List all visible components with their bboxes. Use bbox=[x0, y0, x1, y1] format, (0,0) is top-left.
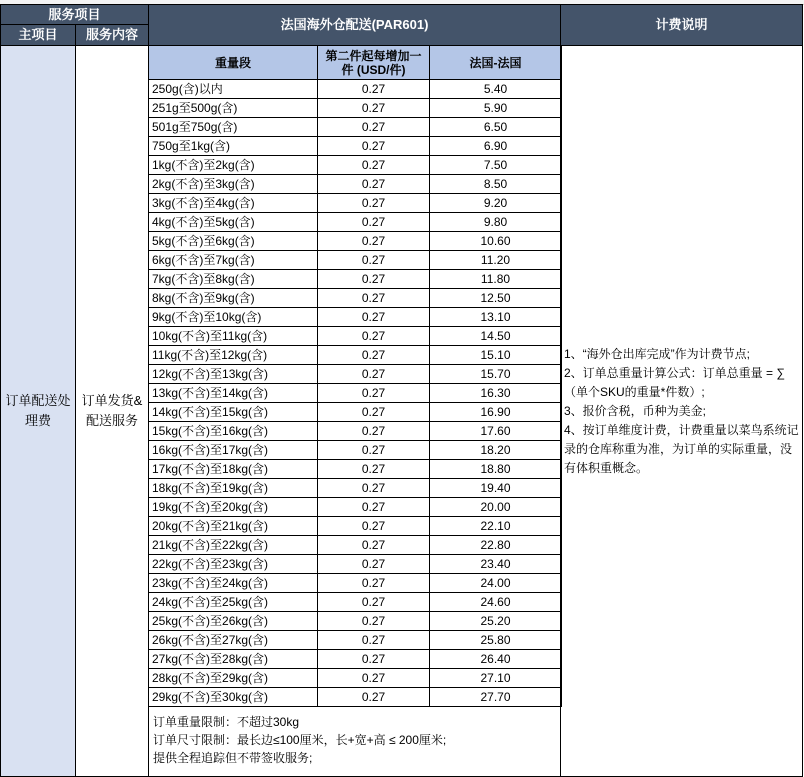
weight-range-cell: 250g(含)以内 bbox=[149, 80, 318, 99]
billing-note-1: 1、“海外仓出库完成”作为计费节点; bbox=[564, 346, 751, 361]
table-row bbox=[149, 213, 562, 232]
weight-range-cell: 750g至1kg(含) bbox=[149, 137, 318, 156]
additional-fee-cell: 0.27 bbox=[318, 270, 430, 289]
additional-fee-cell: 0.27 bbox=[318, 593, 430, 612]
price-cell: 5.90 bbox=[430, 99, 562, 118]
additional-fee-cell: 0.27 bbox=[318, 194, 430, 213]
weight-range-cell: 8kg(不含)至9kg(含) bbox=[149, 289, 318, 308]
additional-fee-cell: 0.27 bbox=[318, 289, 430, 308]
additional-fee-cell: 0.27 bbox=[318, 498, 430, 517]
table-row bbox=[149, 498, 562, 517]
billing-note-2: 2、订单总重量计算公式：订单总重量 = ∑（单个SKU的重量*件数）; bbox=[564, 365, 785, 399]
additional-fee-cell: 0.27 bbox=[318, 536, 430, 555]
price-cell: 18.20 bbox=[430, 441, 562, 460]
col-weight: 重量段 bbox=[149, 46, 318, 80]
additional-fee-cell: 0.27 bbox=[318, 460, 430, 479]
additional-fee-cell: 0.27 bbox=[318, 346, 430, 365]
table-row bbox=[149, 346, 562, 365]
price-cell: 10.60 bbox=[430, 232, 562, 251]
weight-range-cell: 9kg(不含)至10kg(含) bbox=[149, 308, 318, 327]
additional-fee-cell: 0.27 bbox=[318, 631, 430, 650]
weight-range-cell: 25kg(不含)至26kg(含) bbox=[149, 612, 318, 631]
price-cell: 13.10 bbox=[430, 308, 562, 327]
table-row bbox=[149, 80, 562, 99]
table-row bbox=[149, 194, 562, 213]
price-cell: 11.80 bbox=[430, 270, 562, 289]
limit-tracking: 提供全程追踪但不带签收服务; bbox=[153, 751, 313, 765]
limit-size: 订单尺寸限制：最长边≤100厘米，长+宽+高 ≤ 200厘米; bbox=[153, 733, 447, 747]
price-cell: 8.50 bbox=[430, 175, 562, 194]
additional-fee-cell: 0.27 bbox=[318, 403, 430, 422]
weight-range-cell: 17kg(不含)至18kg(含) bbox=[149, 460, 318, 479]
service-content-cell: 订单发货&配送服务 bbox=[75, 45, 149, 777]
additional-fee-cell: 0.27 bbox=[318, 99, 430, 118]
price-cell: 24.00 bbox=[430, 574, 562, 593]
price-cell: 15.10 bbox=[430, 346, 562, 365]
additional-fee-cell: 0.27 bbox=[318, 118, 430, 137]
weight-range-cell: 19kg(不含)至20kg(含) bbox=[149, 498, 318, 517]
additional-fee-cell: 0.27 bbox=[318, 441, 430, 460]
additional-fee-cell: 0.27 bbox=[318, 251, 430, 270]
weight-range-cell: 27kg(不含)至28kg(含) bbox=[149, 650, 318, 669]
table-row bbox=[149, 574, 562, 593]
table-row bbox=[149, 403, 562, 422]
weight-range-cell: 28kg(不含)至29kg(含) bbox=[149, 669, 318, 688]
weight-range-cell: 21kg(不含)至22kg(含) bbox=[149, 536, 318, 555]
additional-fee-cell: 0.27 bbox=[318, 365, 430, 384]
weight-range-cell: 24kg(不含)至25kg(含) bbox=[149, 593, 318, 612]
table-row bbox=[149, 593, 562, 612]
table-row bbox=[149, 688, 562, 707]
weight-range-cell: 3kg(不含)至4kg(含) bbox=[149, 194, 318, 213]
price-table-wrap bbox=[148, 45, 561, 777]
table-row bbox=[149, 441, 562, 460]
price-cell: 7.50 bbox=[430, 156, 562, 175]
additional-fee-cell: 0.27 bbox=[318, 327, 430, 346]
weight-range-cell: 251g至500g(含) bbox=[149, 99, 318, 118]
price-cell: 12.50 bbox=[430, 289, 562, 308]
price-cell: 5.40 bbox=[430, 80, 562, 99]
weight-range-cell: 13kg(不含)至14kg(含) bbox=[149, 384, 318, 403]
table-row bbox=[149, 270, 562, 289]
price-table bbox=[148, 45, 562, 707]
billing-notes bbox=[560, 45, 803, 777]
table-row bbox=[149, 384, 562, 403]
additional-fee-cell: 0.27 bbox=[318, 422, 430, 441]
additional-fee-cell: 0.27 bbox=[318, 574, 430, 593]
weight-range-cell: 22kg(不含)至23kg(含) bbox=[149, 555, 318, 574]
price-cell: 23.40 bbox=[430, 555, 562, 574]
table-row bbox=[149, 555, 562, 574]
table-row bbox=[149, 650, 562, 669]
weight-range-cell: 29kg(不含)至30kg(含) bbox=[149, 688, 318, 707]
price-cell: 16.30 bbox=[430, 384, 562, 403]
header-title: 法国海外仓配送(PAR601) bbox=[148, 4, 561, 46]
price-cell: 27.70 bbox=[430, 688, 562, 707]
weight-range-cell: 26kg(不含)至27kg(含) bbox=[149, 631, 318, 650]
weight-range-cell: 1kg(不含)至2kg(含) bbox=[149, 156, 318, 175]
additional-fee-cell: 0.27 bbox=[318, 137, 430, 156]
table-row bbox=[149, 536, 562, 555]
price-cell: 24.60 bbox=[430, 593, 562, 612]
weight-range-cell: 501g至750g(含) bbox=[149, 118, 318, 137]
table-row bbox=[149, 422, 562, 441]
weight-range-cell: 18kg(不含)至19kg(含) bbox=[149, 479, 318, 498]
price-cell: 6.90 bbox=[430, 137, 562, 156]
price-cell: 14.50 bbox=[430, 327, 562, 346]
price-cell: 22.80 bbox=[430, 536, 562, 555]
weight-range-cell: 23kg(不含)至24kg(含) bbox=[149, 574, 318, 593]
additional-fee-cell: 0.27 bbox=[318, 384, 430, 403]
price-cell: 15.70 bbox=[430, 365, 562, 384]
additional-fee-cell: 0.27 bbox=[318, 156, 430, 175]
table-row bbox=[149, 156, 562, 175]
price-cell: 9.20 bbox=[430, 194, 562, 213]
table-row bbox=[149, 327, 562, 346]
main-item-cell: 订单配送处理费 bbox=[0, 45, 76, 777]
table-row bbox=[149, 137, 562, 156]
weight-range-cell: 2kg(不含)至3kg(含) bbox=[149, 175, 318, 194]
table-row bbox=[149, 308, 562, 327]
additional-fee-cell: 0.27 bbox=[318, 688, 430, 707]
weight-range-cell: 5kg(不含)至6kg(含) bbox=[149, 232, 318, 251]
weight-range-cell: 11kg(不含)至12kg(含) bbox=[149, 346, 318, 365]
header-main-item: 主项目 bbox=[0, 24, 76, 46]
price-cell: 16.90 bbox=[430, 403, 562, 422]
price-cell: 19.40 bbox=[430, 479, 562, 498]
price-cell: 22.10 bbox=[430, 517, 562, 536]
limit-weight: 订单重量限制：不超过30kg bbox=[153, 715, 300, 729]
price-cell: 25.80 bbox=[430, 631, 562, 650]
header-service-item: 服务项目 bbox=[0, 4, 149, 25]
additional-fee-cell: 0.27 bbox=[318, 175, 430, 194]
weight-range-cell: 16kg(不含)至17kg(含) bbox=[149, 441, 318, 460]
table-row bbox=[149, 232, 562, 251]
additional-fee-cell: 0.27 bbox=[318, 232, 430, 251]
order-limits bbox=[148, 707, 561, 777]
additional-fee-cell: 0.27 bbox=[318, 80, 430, 99]
weight-range-cell: 4kg(不含)至5kg(含) bbox=[149, 213, 318, 232]
table-row bbox=[149, 99, 562, 118]
table-row bbox=[149, 669, 562, 688]
additional-fee-cell: 0.27 bbox=[318, 555, 430, 574]
weight-range-cell: 15kg(不含)至16kg(含) bbox=[149, 422, 318, 441]
additional-fee-cell: 0.27 bbox=[318, 669, 430, 688]
table-row bbox=[149, 365, 562, 384]
weight-range-cell: 7kg(不含)至8kg(含) bbox=[149, 270, 318, 289]
table-row bbox=[149, 289, 562, 308]
price-cell: 17.60 bbox=[430, 422, 562, 441]
table-row bbox=[149, 118, 562, 137]
price-cell: 9.80 bbox=[430, 213, 562, 232]
table-row bbox=[149, 175, 562, 194]
table-row bbox=[149, 251, 562, 270]
price-cell: 27.10 bbox=[430, 669, 562, 688]
weight-range-cell: 14kg(不含)至15kg(含) bbox=[149, 403, 318, 422]
additional-fee-cell: 0.27 bbox=[318, 213, 430, 232]
weight-range-cell: 10kg(不含)至11kg(含) bbox=[149, 327, 318, 346]
additional-fee-cell: 0.27 bbox=[318, 650, 430, 669]
weight-range-cell: 12kg(不含)至13kg(含) bbox=[149, 365, 318, 384]
price-cell: 26.40 bbox=[430, 650, 562, 669]
header-service-content: 服务内容 bbox=[75, 24, 149, 46]
price-cell: 25.20 bbox=[430, 612, 562, 631]
weight-range-cell: 20kg(不含)至21kg(含) bbox=[149, 517, 318, 536]
billing-note-4: 4、按订单维度计费，计费重量以菜鸟系统记录的仓库称重为准，为订单的实际重量，没有体积重概念。 bbox=[564, 422, 799, 475]
additional-fee-cell: 0.27 bbox=[318, 308, 430, 327]
billing-note-3: 3、报价含税，币种为美金; bbox=[564, 403, 707, 418]
table-row bbox=[149, 460, 562, 479]
table-row bbox=[149, 612, 562, 631]
header-billing-note: 计费说明 bbox=[560, 4, 803, 46]
additional-fee-cell: 0.27 bbox=[318, 517, 430, 536]
table-row bbox=[149, 479, 562, 498]
price-cell: 11.20 bbox=[430, 251, 562, 270]
table-row bbox=[149, 517, 562, 536]
price-cell: 6.50 bbox=[430, 118, 562, 137]
table-row bbox=[149, 631, 562, 650]
col-additional-fee: 第二件起每增加一件 (USD/件) bbox=[318, 46, 430, 80]
price-cell: 18.80 bbox=[430, 460, 562, 479]
col-france: 法国-法国 bbox=[430, 46, 562, 80]
price-cell: 20.00 bbox=[430, 498, 562, 517]
additional-fee-cell: 0.27 bbox=[318, 479, 430, 498]
additional-fee-cell: 0.27 bbox=[318, 612, 430, 631]
weight-range-cell: 6kg(不含)至7kg(含) bbox=[149, 251, 318, 270]
